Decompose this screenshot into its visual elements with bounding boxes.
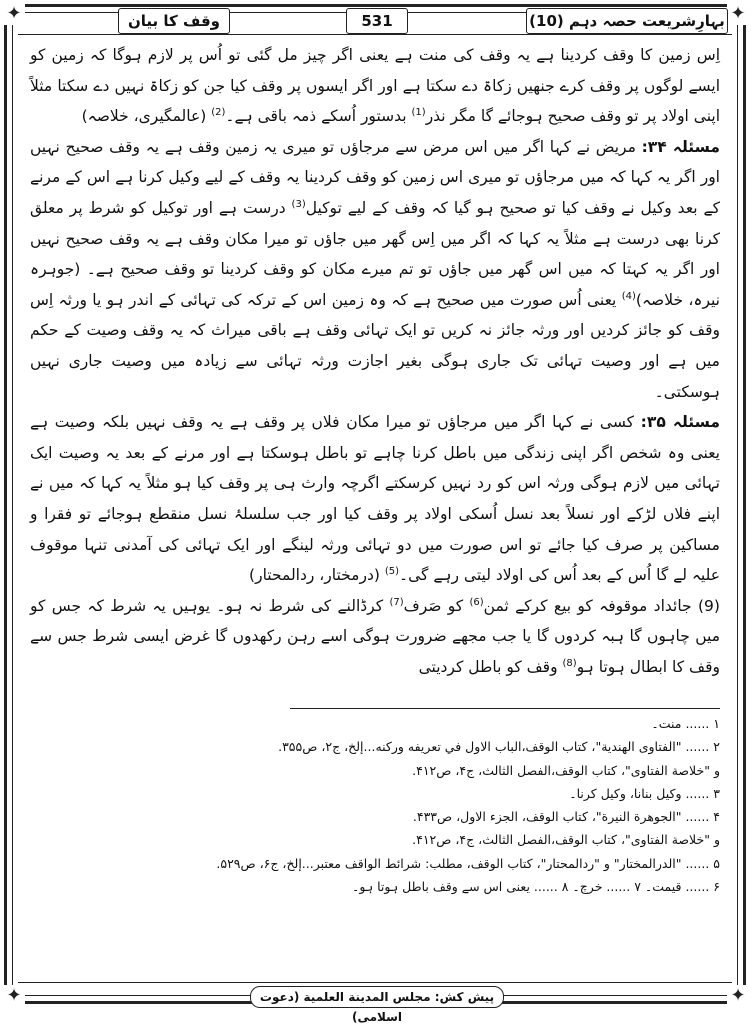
footnote-divider (290, 708, 720, 709)
masla-heading: مسئلہ ۳۵: (640, 413, 720, 432)
footnote: ۲ ...... "الفتاوى الهندية"، كتاب الوقف،الباب الاول في تعريفه وركنه...إلخ، ج۲، ص۳۵۵. (278, 739, 720, 755)
text: درست ہے اور توکیل کو شرط پر معلق کرنا بھی درست ہے مثلاً یہ کہا کہ اگر میں اِس گھر میں جاؤں تو میرا مکان وقف ہے یہ وقف صحیح نہیں اور اگر یہ کہتا کہ میں اس گھر میں جاؤں تو تم میرے مکان کو وقف کردینا تو وقف صحیح ہے۔ (جوہرہ نیرہ، خلاصہ) (30, 198, 720, 309)
footnote: ۳ ...... وکیل بنانا، وکیل کرنا۔ (569, 785, 720, 801)
footnote: ۶ ...... قیمت۔ ۷ ...... خرچ۔ ۸ ...... یعنی اس سے وقف باطل ہوتا ہو۔ (352, 879, 720, 895)
header-divider (18, 34, 732, 35)
page-number: 531 (346, 8, 408, 34)
corner-ornament-top-left: ✦ (3, 3, 25, 25)
corner-ornament-top-right: ✦ (727, 3, 749, 25)
footnote-ref: (1) (411, 107, 426, 119)
text: یعنی اُس صورت میں صحیح ہے کہ وہ زمین اس کے ترکہ کی تہائی کے اندر ہو یا ورثہ اِس وقف کو جائز کردیں اور ورثہ جائز نہ کریں تو ایک تہائی وقف ہے باقی میراث کہ یہ وقف وصیت کے حکم میں ہے اور وصیت تہائی تک جاری ہوگی بغیر اجازت ورثہ تہائی سے زیادہ میں وصیت جاری نہیں ہوسکتی۔ (30, 290, 720, 401)
main-text (30, 40, 720, 682)
paragraph-9 (30, 591, 720, 683)
footnote: ۴ ...... "الجوهرة النيرة"، كتاب الوقف، الجزء الاول، ص۴۳۳. (412, 809, 720, 825)
footnote-ref: (2) (211, 107, 226, 119)
topic-title: وقف کا بیان (118, 8, 230, 34)
footnote-ref: (5) (384, 565, 400, 577)
publisher-footer: پیش کش: مجلس المدينة العلمية (دعوت اسلامی) (250, 986, 504, 1008)
footnote: ۵ ...... "الدرالمختار" و "ردالمحتار"، كتاب الوقف، مطلب: شرائط الواقف معتبر...إلخ، ج۶، ص۵۲۹. (216, 855, 720, 871)
footnote: ۱ ...... منت۔ (651, 716, 720, 731)
text: وقف کو باطل کردیتی (418, 657, 558, 676)
footnote-ref: (4) (621, 290, 636, 302)
footnote-ref: (6) (469, 596, 484, 608)
corner-ornament-bottom-right: ✦ (727, 985, 749, 1007)
footnotes (30, 712, 720, 898)
corner-ornament-bottom-left: ✦ (3, 985, 25, 1007)
text: مریض نے کہا اگر میں اس مرض سے مرجاؤں تو میری یہ زمین وقف ہے یہ وقف صحیح نہیں اور اگر یہ کہا کہ میں مرجاؤں تو میری اس زمین کو وقف کردینا یہ وقف کے لیے وکیل کرنا ہے اس کے مرنے کے بعد وکیل نے وقف کیا تو صحیح ہو گیا کہ وقف کے لیے توکیل (30, 137, 720, 217)
footnote-ref: (7) (389, 596, 404, 608)
masla-35 (30, 407, 720, 591)
footnote-ref: (8) (562, 657, 577, 669)
footer-divider (18, 982, 732, 983)
text: (9) جائداد موقوفہ کو بیع کرکے ثمن (483, 596, 720, 615)
footnote: و "خلاصة الفتاوى"، كتاب الوقف،الفصل الثالث، ج۴، ص۴۱۲. (412, 762, 720, 778)
masla-34 (30, 132, 720, 407)
book-title: بہارِشریعت حصہ دہم (10) (526, 8, 728, 34)
footnote: و "خلاصة الفتاوى"، كتاب الوقف،الفصل الثالث، ج۴، ص۴۱۲. (412, 832, 720, 848)
footnote-ref: (3) (291, 198, 306, 210)
text: اِس زمین کا وقف کردینا ہے یہ وقف کی منت ہے یعنی اگر چیز مل گئی تو اُس پر لازم ہوگا کہ زمین کو ایسے لوگوں پر وقف کرے جنھیں زکاۃ دے سکتا ہے اور اگر ایسوں پر وقف کیا جن کو زکاۃ نہیں دے سکتا مثلاً اپنی اولاد پر تو وقف صحیح ہوجائے گا مگر نذر (30, 46, 720, 126)
text: کو صَرف (403, 596, 464, 615)
source-citation: (عالمگیری، خلاصہ) (81, 107, 207, 126)
text: بدستور اُسکے ذمہ باقی ہے۔ (225, 107, 407, 126)
masla-heading: مسئلہ ۳۴: (641, 137, 720, 156)
text: کسی نے کہا اگر میں مرجاؤں تو میرا مکان فلاں پر وقف ہے یہ وقف نہیں بلکہ وصیت ہے یعنی وہ شخص اگر اپنی زندگی میں باطل کرنا چاہے تو باطل ہوسکتا ہے اور مرنے کے بعد یہ وصیت ایک تہائی میں لازم ہوگی ورثہ اس کو رد نہیں کرسکتے اگرچہ وارث ہی پر وقف کیا ہو مثلاً یہ کہا کہ میں نے اپنے فلاں لڑکے اور نسلاً بعد نسل اُسکی اولاد پر وقف کیا اور جب سلسلۂ نسل منقطع ہوجائے تو فقرا و مساکین پر صرف کیا جائے تو اس صورت میں دو تہائی ورثہ لینگے اور ایک تہائی کی آمدنی تنہا موقوف علیہ لے گا اُس کے بعد اُس کی اولاد لیتی رہے گی۔ (30, 413, 720, 585)
paragraph-1 (30, 40, 720, 132)
source-citation: (درمختار، ردالمحتار) (249, 566, 380, 585)
page-header (18, 8, 732, 34)
text: کرڈالنے کی شرط نہ ہو۔ یوہیں یہ شرط کہ جس کو میں چاہوں گا ہبہ کردوں گا یا جب مجھے ضرورت ہوگی اسے رہن رکھدوں گا غرض ایسی شرط جس سے وقف کا ابطال ہوتا ہو (30, 596, 720, 676)
